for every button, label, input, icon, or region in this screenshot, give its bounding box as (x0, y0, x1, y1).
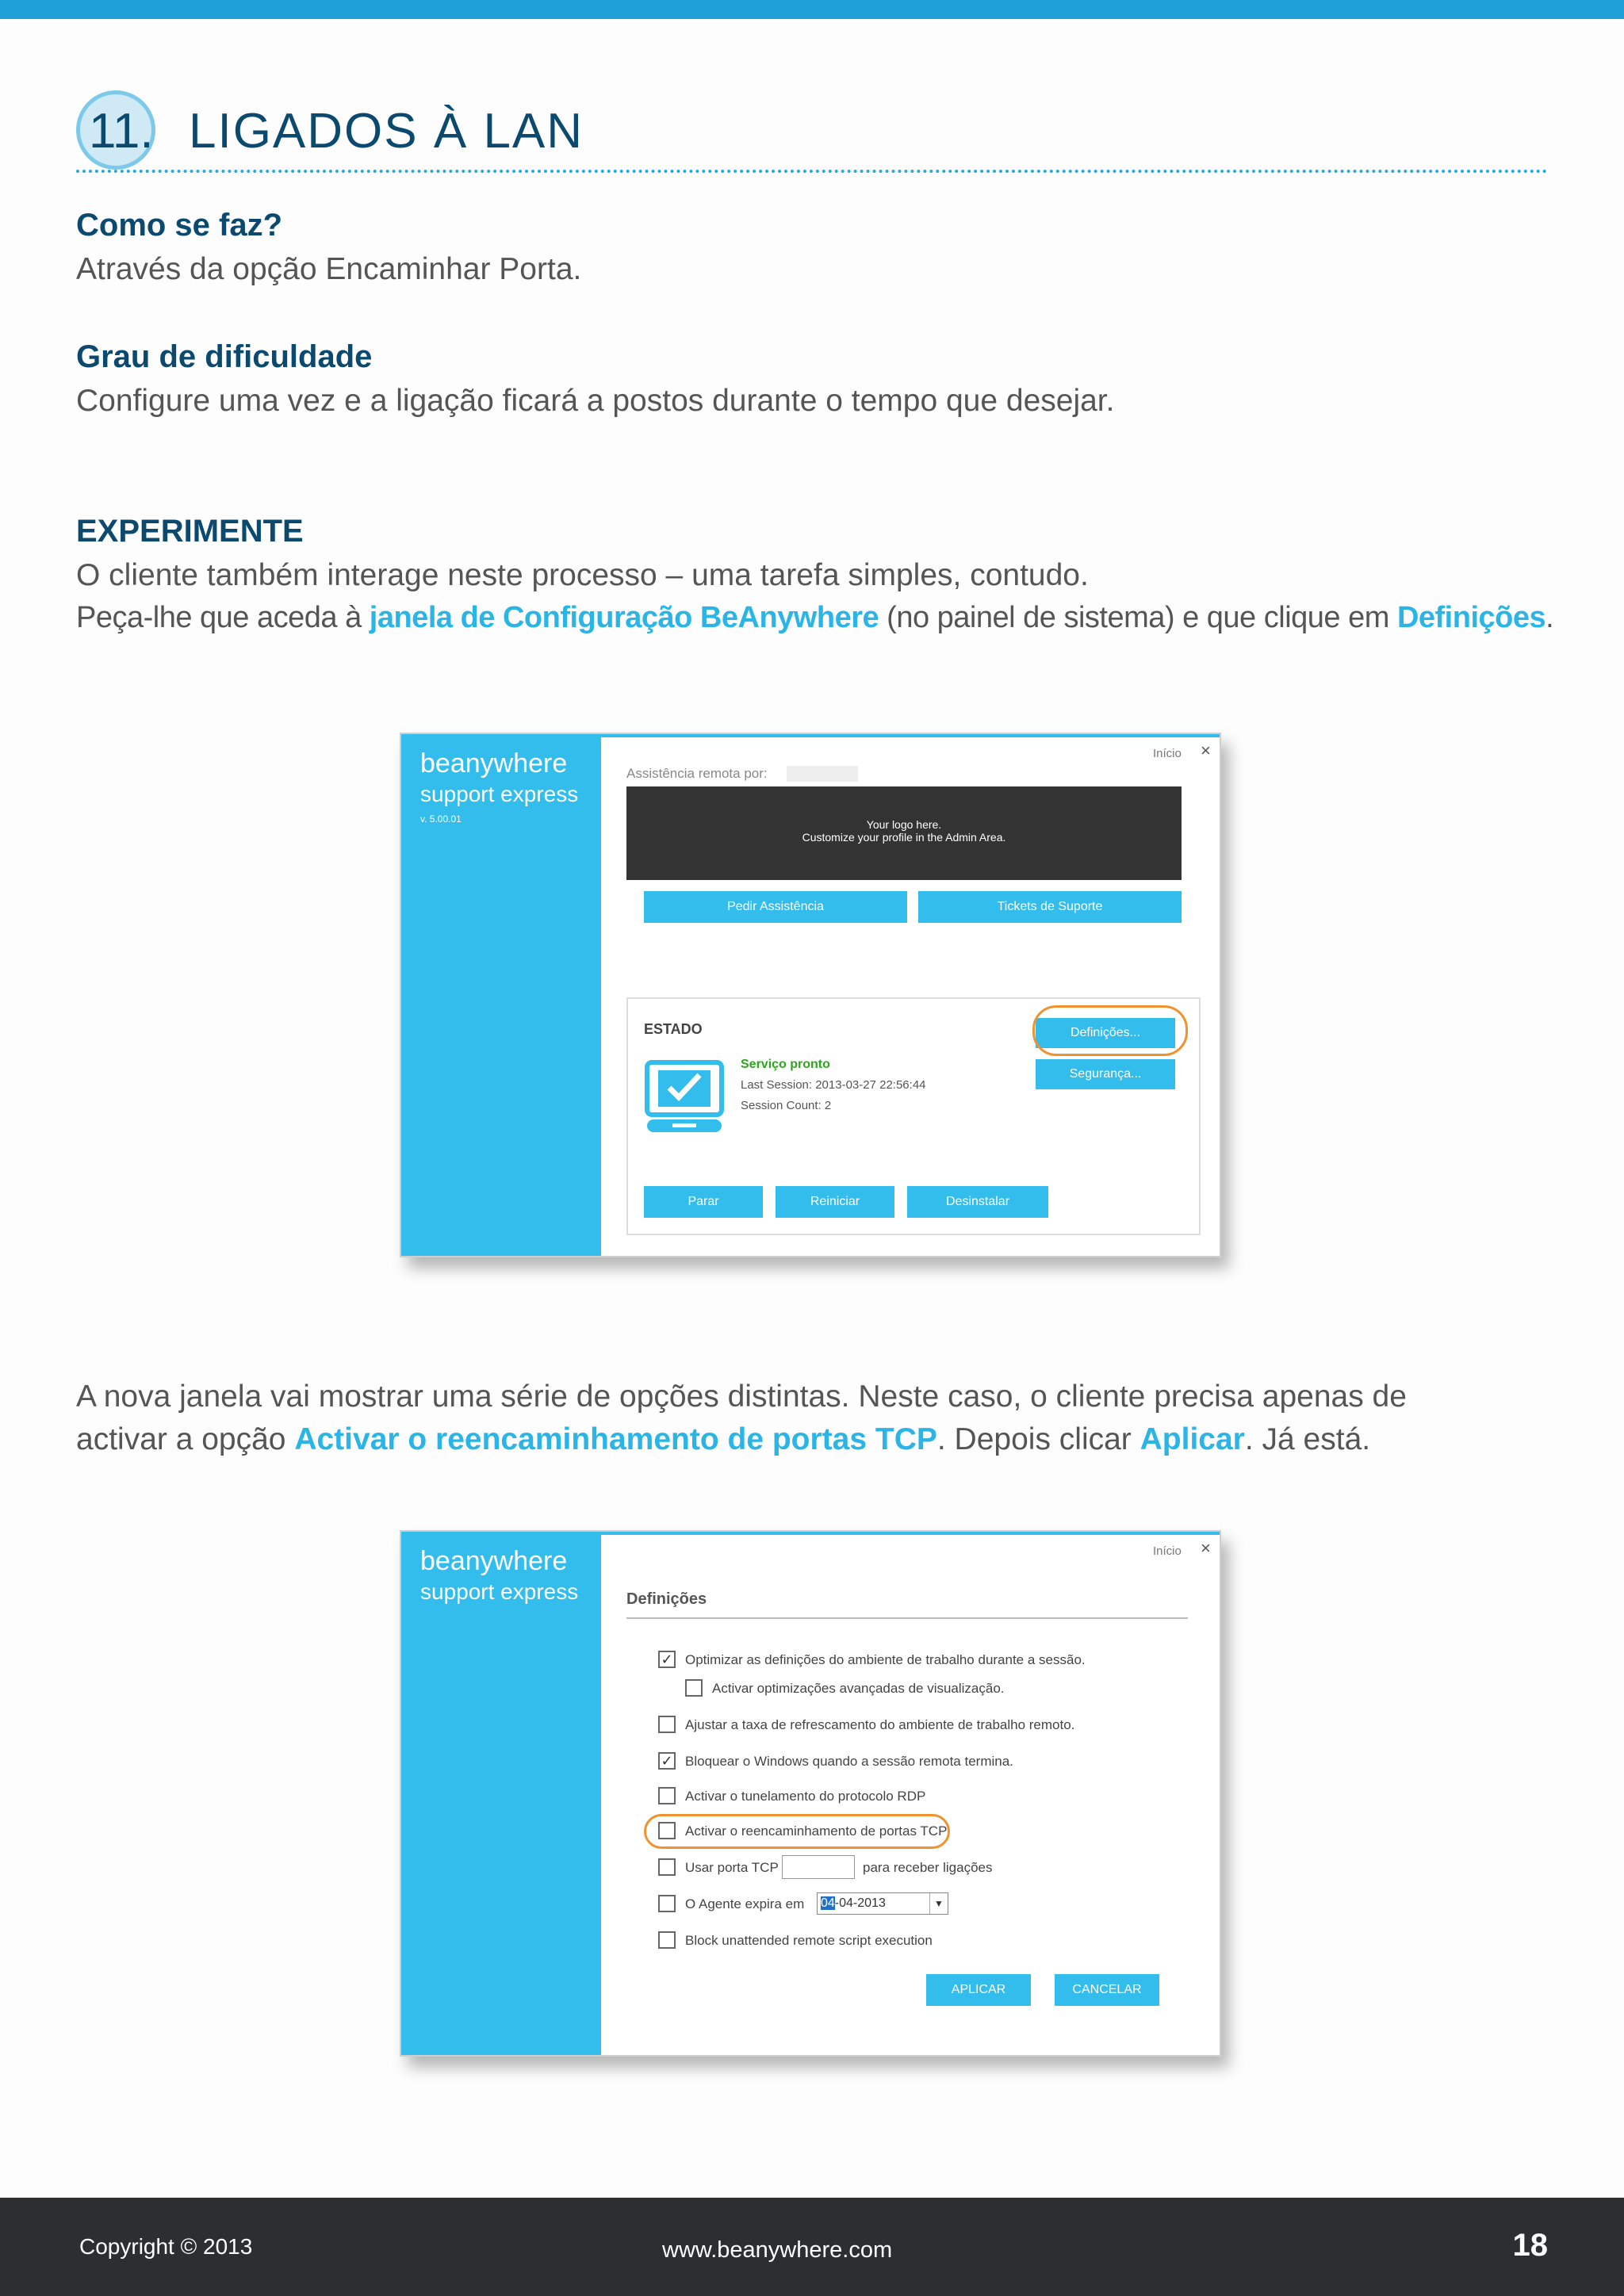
logo-placeholder (626, 786, 1182, 880)
beanywhere-settings-window (400, 1530, 1221, 2057)
window-sidebar (401, 734, 601, 1256)
copyright: Copyright © 2013 (79, 2234, 253, 2259)
close-icon[interactable]: × (1201, 1538, 1211, 1558)
opt-advanced-label: Activar optimizações avançadas de visualização. (712, 1681, 1005, 1696)
opt-tcp-port-checkbox[interactable] (658, 1858, 676, 1876)
para2-line1: A nova janela vai mostrar uma série de opções distintas. Neste caso, o cliente precisa apenas de (76, 1380, 1407, 1414)
opt-tcp-forward-label: Activar o reencaminhamento de portas TCP (685, 1823, 948, 1839)
status-heading: ESTADO (644, 1021, 703, 1037)
cancel-button[interactable]: CANCELAR (1055, 1974, 1159, 2006)
status-ready: Serviço pronto (741, 1058, 830, 1071)
monitor-check-icon (644, 1059, 725, 1135)
restart-button[interactable]: Reiniciar (776, 1186, 894, 1218)
request-assistance-button[interactable]: Pedir Assistência (644, 891, 907, 923)
settings-heading: Definições (626, 1590, 707, 1608)
how-text: Através da opção Encaminhar Porta. (76, 252, 582, 286)
apply-button[interactable]: APLICAR (926, 1974, 1031, 2006)
tcp-port-suffix: para receber ligações (863, 1860, 993, 1875)
brand-name: beanywhere (420, 1546, 568, 1576)
brand-subtitle: support express (420, 1579, 579, 1604)
opt-refresh-checkbox[interactable] (658, 1716, 676, 1733)
difficulty-heading: Grau de dificuldade (76, 339, 373, 374)
version-label: v. 5.00.01 (420, 813, 462, 825)
dotted-divider (76, 170, 1548, 173)
tcp-forward-option-text: Activar o reencaminhamento de portas TCP (294, 1422, 937, 1456)
section-title: LIGADOS À LAN (189, 104, 584, 159)
para2-line2: activar a opção Activar o reencaminhamento de portas TCP. Depois clicar Aplicar. Já está. (76, 1422, 1371, 1456)
chevron-down-icon[interactable]: ▼ (929, 1893, 948, 1914)
window-top-line (601, 734, 1220, 737)
expiry-date-picker[interactable] (817, 1892, 948, 1915)
experiment-line2: Peça-lhe que aceda à janela de Configuração BeAnywhere (no painel de sistema) e que clique em Definições. (76, 601, 1554, 634)
difficulty-text: Configure uma vez e a ligação ficará a postos durante o tempo que desejar. (76, 384, 1115, 418)
heading-rule (626, 1617, 1188, 1619)
top-accent-bar (0, 0, 1624, 19)
window-sidebar (401, 1532, 601, 2055)
opt-optimize-label: Optimizar as definições do ambiente de trabalho durante a sessão. (685, 1652, 1086, 1667)
window-top-line (601, 1532, 1220, 1535)
apply-text: Aplicar (1139, 1422, 1245, 1456)
opt-rdp-label: Activar o tunelamento do protocolo RDP (685, 1789, 926, 1804)
date-day-selected: 04 (821, 1896, 835, 1910)
opt-advanced-checkbox[interactable] (685, 1679, 703, 1697)
security-button[interactable]: Segurança... (1036, 1059, 1175, 1089)
website-link[interactable]: www.beanywhere.com (662, 2237, 893, 2263)
stop-button[interactable]: Parar (644, 1186, 763, 1218)
home-link[interactable]: Início (1153, 747, 1182, 760)
assist-label: Assistência remota por: (626, 766, 768, 781)
page-number: 18 (1512, 2228, 1548, 2263)
tcp-port-input[interactable] (782, 1855, 855, 1879)
highlight-ring (1032, 1005, 1188, 1056)
session-count: Session Count: 2 (741, 1099, 832, 1112)
opt-block-script-label: Block unattended remote script execution (685, 1933, 933, 1948)
assist-name-redacted (787, 766, 858, 782)
opt-lock-checkbox[interactable]: ✓ (658, 1752, 676, 1770)
brand-name: beanywhere (420, 748, 568, 779)
logo-line2: Customize your profile in the Admin Area. (802, 831, 1006, 844)
opt-refresh-label: Ajustar a taxa de refrescamento do ambiente de trabalho remoto. (685, 1717, 1075, 1732)
definicoes-link: Definições (1396, 601, 1546, 634)
opt-block-script-checkbox[interactable] (658, 1931, 676, 1949)
date-rest: -04-2013 (834, 1896, 886, 1910)
home-link[interactable]: Início (1153, 1544, 1182, 1558)
experiment-line1: O cliente também interage neste processo – uma tarefa simples, contudo. (76, 558, 1089, 592)
section-number: 11. (89, 104, 154, 159)
brand-subtitle: support express (420, 782, 579, 806)
beanywhere-main-window (400, 733, 1221, 1257)
settings-button[interactable]: Definições... (1036, 1018, 1175, 1048)
last-session: Last Session: 2013-03-27 22:56:44 (741, 1078, 926, 1092)
config-window-link: janela de Configuração BeAnywhere (369, 601, 879, 634)
opt-tcp-port-label: Usar porta TCP (685, 1860, 779, 1875)
opt-agent-expire-checkbox[interactable] (658, 1895, 676, 1912)
section-header (76, 86, 1551, 173)
logo-line1: Your logo here. (866, 818, 942, 831)
uninstall-button[interactable]: Desinstalar (907, 1186, 1048, 1218)
opt-lock-label: Bloquear o Windows quando a sessão remota termina. (685, 1754, 1013, 1769)
opt-agent-expire-label: O Agente expira em (685, 1896, 805, 1911)
experiment-heading: EXPERIMENTE (76, 514, 304, 549)
close-icon[interactable]: × (1201, 740, 1211, 760)
support-tickets-button[interactable]: Tickets de Suporte (918, 891, 1182, 923)
opt-optimize-checkbox[interactable]: ✓ (658, 1651, 676, 1668)
how-heading: Como se faz? (76, 208, 283, 243)
highlight-ring (644, 1814, 950, 1849)
opt-rdp-checkbox[interactable] (658, 1787, 676, 1804)
page-footer (0, 2198, 1624, 2296)
